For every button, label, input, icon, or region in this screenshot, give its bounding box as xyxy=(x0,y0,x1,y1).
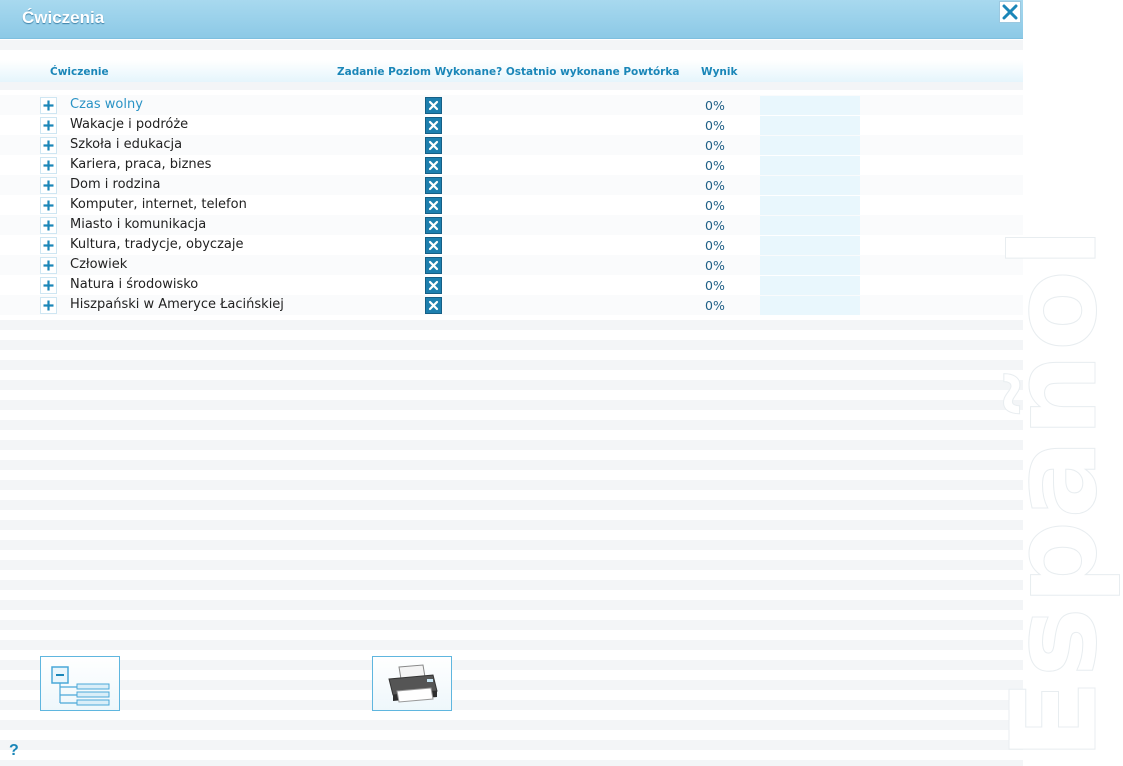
list-item[interactable] xyxy=(0,275,1023,295)
exercise-list xyxy=(0,95,1023,315)
result-progress-bar xyxy=(760,236,860,255)
x-icon xyxy=(425,177,442,194)
exercise-label[interactable]: Hiszpański w Ameryce Łacińskiej xyxy=(70,297,284,312)
plus-icon xyxy=(41,298,56,313)
x-icon xyxy=(425,157,442,174)
exercise-label[interactable]: Człowiek xyxy=(70,257,128,272)
expand-button[interactable] xyxy=(40,277,57,294)
exercise-label[interactable]: Kariera, praca, biznes xyxy=(70,157,212,172)
help-button[interactable]: ? xyxy=(9,742,19,759)
exercise-label[interactable]: Miasto i komunikacja xyxy=(70,217,207,232)
close-button[interactable] xyxy=(999,1,1021,23)
exercise-label[interactable]: Natura i środowisko xyxy=(70,277,199,292)
result-progress-bar xyxy=(760,136,860,155)
list-item[interactable] xyxy=(0,115,1023,135)
x-icon xyxy=(425,297,442,314)
x-icon xyxy=(425,237,442,254)
plus-icon xyxy=(41,238,56,253)
list-item[interactable] xyxy=(0,135,1023,155)
plus-icon xyxy=(41,198,56,213)
list-item[interactable] xyxy=(0,95,1023,115)
plus-icon xyxy=(41,118,56,133)
exercise-label[interactable]: Czas wolny xyxy=(70,97,143,112)
x-icon xyxy=(425,217,442,234)
list-item[interactable] xyxy=(0,195,1023,215)
expand-button[interactable] xyxy=(40,117,57,134)
result-progress-bar xyxy=(760,256,860,275)
list-item[interactable] xyxy=(0,295,1023,315)
result-value: 0% xyxy=(705,218,725,233)
plus-icon xyxy=(41,158,56,173)
result-progress-bar xyxy=(760,156,860,175)
close-icon xyxy=(1000,2,1020,22)
plus-icon xyxy=(41,278,56,293)
expand-button[interactable] xyxy=(40,197,57,214)
exercise-label[interactable]: Kultura, tradycje, obyczaje xyxy=(70,237,244,252)
x-icon xyxy=(425,97,442,114)
plus-icon xyxy=(41,218,56,233)
result-value: 0% xyxy=(705,118,725,133)
expand-button[interactable] xyxy=(40,137,57,154)
exercise-label[interactable]: Dom i rodzina xyxy=(70,177,161,192)
plus-icon xyxy=(41,138,56,153)
result-value: 0% xyxy=(705,98,725,113)
collapse-tree-icon xyxy=(41,657,119,710)
printer-icon xyxy=(373,657,451,710)
expand-button[interactable] xyxy=(40,217,57,234)
column-header-task-group[interactable]: Zadanie Poziom Wykonane? Ostatnio wykonane Powtórka xyxy=(337,66,680,78)
x-icon xyxy=(425,257,442,274)
expand-button[interactable] xyxy=(40,237,57,254)
expand-button[interactable] xyxy=(40,97,57,114)
expand-button[interactable] xyxy=(40,177,57,194)
result-progress-bar xyxy=(760,196,860,215)
result-progress-bar xyxy=(760,296,860,315)
plus-icon xyxy=(41,178,56,193)
result-progress-bar xyxy=(760,96,860,115)
window-title: Ćwiczenia xyxy=(22,8,105,27)
x-icon xyxy=(425,197,442,214)
list-item[interactable] xyxy=(0,235,1023,255)
result-progress-bar xyxy=(760,176,860,195)
collapse-all-button[interactable] xyxy=(40,656,120,711)
title-bar xyxy=(0,0,1023,39)
x-icon xyxy=(425,117,442,134)
x-icon xyxy=(425,277,442,294)
list-item[interactable] xyxy=(0,255,1023,275)
result-progress-bar xyxy=(760,216,860,235)
exercise-label[interactable]: Wakacje i podróże xyxy=(70,117,189,132)
result-value: 0% xyxy=(705,198,725,213)
exercise-label[interactable]: Komputer, internet, telefon xyxy=(70,197,247,212)
list-item[interactable] xyxy=(0,155,1023,175)
result-progress-bar xyxy=(760,276,860,295)
plus-icon xyxy=(41,98,56,113)
print-button[interactable] xyxy=(372,656,452,711)
column-header-exercise[interactable]: Ćwiczenie xyxy=(50,66,109,78)
list-item[interactable] xyxy=(0,175,1023,195)
result-progress-bar xyxy=(760,116,860,135)
expand-button[interactable] xyxy=(40,257,57,274)
plus-icon xyxy=(41,258,56,273)
result-value: 0% xyxy=(705,278,725,293)
expand-button[interactable] xyxy=(40,297,57,314)
language-watermark: Español xyxy=(985,225,1123,760)
column-header-result[interactable]: Wynik xyxy=(701,66,738,78)
result-value: 0% xyxy=(705,178,725,193)
x-icon xyxy=(425,137,442,154)
result-value: 0% xyxy=(705,258,725,273)
result-value: 0% xyxy=(705,138,725,153)
exercise-label[interactable]: Szkoła i edukacja xyxy=(70,137,183,152)
result-value: 0% xyxy=(705,298,725,313)
result-value: 0% xyxy=(705,238,725,253)
expand-button[interactable] xyxy=(40,157,57,174)
result-value: 0% xyxy=(705,158,725,173)
list-item[interactable] xyxy=(0,215,1023,235)
